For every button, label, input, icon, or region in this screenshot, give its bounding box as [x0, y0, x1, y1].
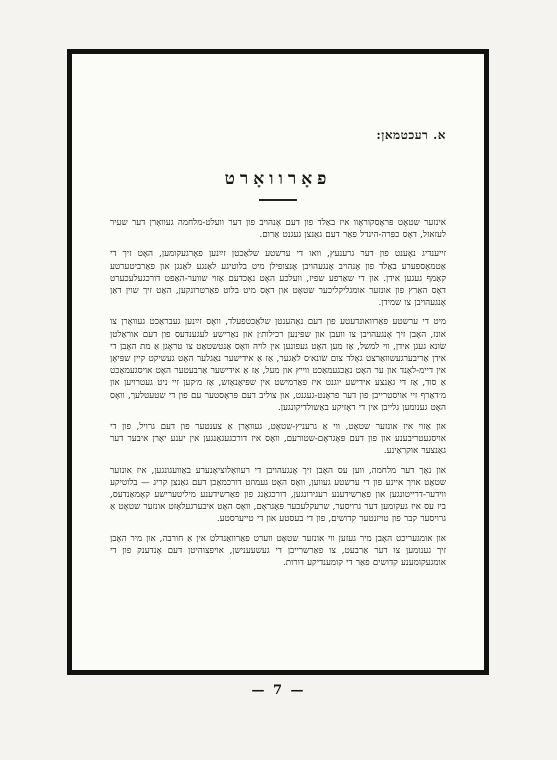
body-text	[110, 217, 446, 569]
paragraph-1: אינזער שטאָט פּראָסקוראָוו איז באַלד פון דעם אָנהויב פון דער וועלט-מלחמה געוואָרן דער שעיר לעזאזל, דאָס כפּרה-הינדל פאַר דעם גאַנצן געגנט אַרום.	[110, 218, 446, 241]
paragraph-2: זייענדיג נאָענט פון דער גרענעץ, וואו די ערשטע שלאַכטן זײַנען פאָרגעקומען, האָט זיך די אַטמאָספערע באַלד פון אָנהויב אָנגעהויבן אָנצופילן מיט בלוטיגע לאַנגע לאַנגן און פאַרביטערטע קאַמף געגען אידן. און די שאַרפע שפיז, וועלכע האָט נאָכדעם אַזוי שווער-האַפט דורכגעלעכערט דאָס האַרץ פון אונזער אומגליקליכער שטאָט און דאָס מיט בלוט פאַרטרונקען, האָט זיך שוין דאַן אָנגעהויבן צו שמידן.	[110, 249, 446, 309]
document-page	[72, 54, 484, 670]
paragraph-3: מיט די ערשטע פאַרוואונדעטע פון דעם נאָהענטן שלאַכטפעלד, וואָס זײַנען געבראַכט געוואָרן צו אונז, האָבן זיך אָנגעהויבן צו וועבן און שפּינען רכילות׳ן און נאַרישע לעגענדעס פון דעם אוראַלטן שׂונא געגן אידן, ווי למשל, אַז מען האָט געפונען אין לויה וואָס אַנטשטאַט צו טראָגן אַ מת האָבן די אידן אַריבערגעשוואַרצט גאָלד צום שׂונא׳ס לאַגער, אַז אַ אידישער נאַגלער האָט געשיקט קיין שפּיאָן אין דיימ-לאַנד און ער האָט נאָכגעמאַכט ווייץ און מעל, אַז אַ אידישער אַרבעטער האָט אויסגעמאַכט אַ סוד, אַז די גאַנצע אידישע יוגנט איז פאַרמישט אין שפּיאָנאַזש, אַז מ׳קען זיי ניט געטרויען און מ׳דאַרף זיי אויסטרייבן פון דער פראָנט-געגנט, און צוליב דעם פּראָסטער עם פון די שטעטלעך, וואָס האָט גענומען גלייבן אין די דאָזיקע באַשולדיקונגען.	[110, 317, 446, 413]
document-title: פאָרוואָרט	[224, 169, 332, 189]
author-line: א. רעכטמאן:	[376, 128, 446, 142]
paragraph-6: און אומגעריכט האָבן מיר געזען ווי אונזער שטאָט ווערט פאַרוואַנדלט אין אַ חורבה, און מיר האָבן זיך גענומען צו דער אַרבעט, צו פאַרשרייבן די געשעענישן, אויפצוהיטן דעם אָנדענק פון די אומגעקומענע קדושים פאַר די קומענדיקע דורות.	[110, 533, 446, 569]
paragraph-4: און אַזוי איז אונזער שטאָט, ווי אַ גרעניץ-שטאָט, געוואָרן אַ צענטער פון דעם גרויל, פון די אויסגעטריבענע און פון דעם פּאָגראָם-שטורעם, וואָס איז דורכגעגאַנגען אין יענע יאָרן איבער דער גאַנצער אוקראַינע.	[110, 422, 446, 457]
title-underline	[259, 199, 297, 201]
paragraph-5: און נאָך דער מלחמה, ווען עס האָבן זיך אָנגעהויבן די רעוואָלוציאָנערע באַוועגונגען, איז אונזער שטאָט אויך איינע פון די ערשטע געווען, וואָס האָט געמוזט דורכמאַכן דעם גאַנצן קריג — בלוטיקע ווידער-דרייטונגען און פאַרשידענע רעגירונגען, דורכגאַנג פון פאַרשידענע מיליטערישע קאָמאַנדעס, ביז עס איז געקומען דער גרויסער, שרעקלעכער פּאָגראָם, וואָס האָט איבערגעלאָזט אונזער שטאָט אַ גרויסער קבר פון טויזנטער קדושים, פון די בעסטע און די טייערסטע.	[110, 465, 446, 525]
page-number: — 7 —	[251, 683, 306, 698]
page-frame	[67, 49, 489, 675]
